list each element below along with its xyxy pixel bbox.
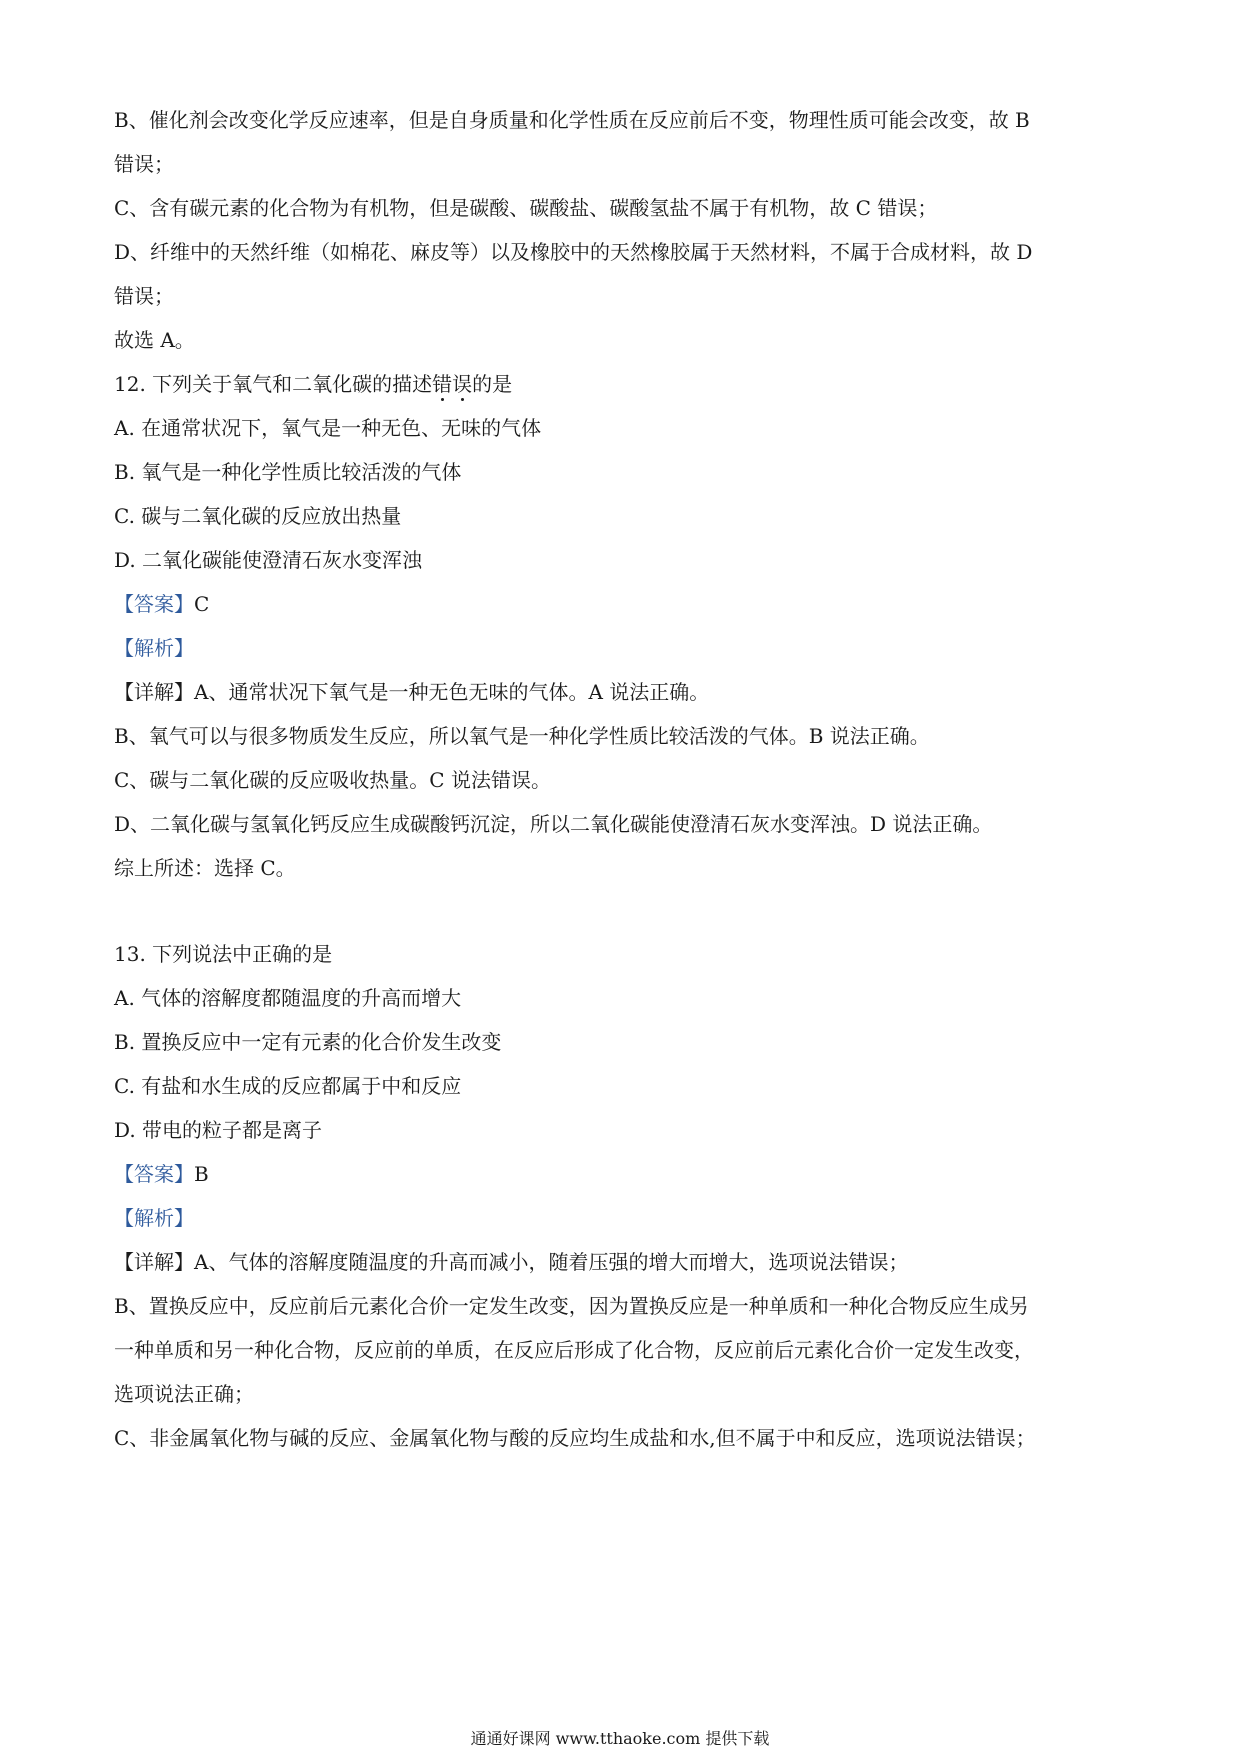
q13-answer-value: B bbox=[194, 1162, 209, 1186]
q12-detail-line-3: C、碳与二氧化碳的反应吸收热量。C 说法错误。 bbox=[114, 768, 551, 792]
q12-option-b: B. 氧气是一种化学性质比较活泼的气体 bbox=[114, 460, 462, 484]
prev-explanation-b-line2: 错误； bbox=[114, 152, 174, 176]
q12-detail-line-1 bbox=[114, 678, 1134, 706]
q12-emphasis-char-2: 误 bbox=[452, 372, 473, 396]
q12-stem-after: 的是 bbox=[472, 372, 513, 396]
q12-option-c: C. 碳与二氧化碳的反应放出热量 bbox=[114, 504, 402, 528]
q13-option-b: B. 置换反应中一定有元素的化合价发生改变 bbox=[114, 1030, 502, 1054]
prev-explanation-d-line2: 错误； bbox=[114, 284, 174, 308]
q13-detail-text-1: A、气体的溶解度随温度的升高而减小，随着压强的增大而增大，选项说法错误； bbox=[194, 1250, 909, 1274]
q13-analysis bbox=[114, 1204, 1134, 1232]
q12-option-a: A. 在通常状况下，氧气是一种无色、无味的气体 bbox=[114, 416, 542, 440]
q13-detail-line-2: B、置换反应中，反应前后元素化合价一定发生改变，因为置换反应是一种单质和一种化合物反应生成另 bbox=[114, 1294, 1029, 1318]
q12-stem bbox=[114, 370, 1134, 398]
q12-answer-tag: 【答案】 bbox=[114, 592, 194, 616]
page-footer: 通通好课网 www.tthaoke.com 提供下载 bbox=[470, 1729, 770, 1748]
prev-explanation-c-line: C、含有碳元素的化合物为有机物，但是碳酸、碳酸盐、碳酸氢盐不属于有机物，故 C 错误； bbox=[114, 196, 938, 220]
q13-stem: 13. 下列说法中正确的是 bbox=[114, 942, 333, 966]
q13-answer bbox=[114, 1160, 1134, 1188]
q12-answer bbox=[114, 590, 1134, 618]
q12-analysis-tag: 【解析】 bbox=[114, 636, 194, 660]
q12-analysis bbox=[114, 634, 1134, 662]
q13-analysis-tag: 【解析】 bbox=[114, 1206, 194, 1230]
q12-detail-text-1: A、通常状况下氧气是一种无色无味的气体。A 说法正确。 bbox=[194, 680, 710, 704]
q12-stem-before: 12. 下列关于氧气和二氧化碳的描述 bbox=[114, 372, 433, 396]
q12-summary: 综上所述：选择 C。 bbox=[114, 856, 296, 880]
q13-option-c: C. 有盐和水生成的反应都属于中和反应 bbox=[114, 1074, 462, 1098]
q12-detail-tag: 【详解】 bbox=[114, 680, 194, 704]
q13-option-a: A. 气体的溶解度都随温度的升高而增大 bbox=[114, 986, 462, 1010]
q12-emphasis-char-1: 错 bbox=[432, 372, 453, 396]
q12-detail-line-2: B、氧气可以与很多物质发生反应，所以氧气是一种化学性质比较活泼的气体。B 说法正确。 bbox=[114, 724, 930, 748]
q13-detail-line-3: 一种单质和另一种化合物，反应前的单质，在反应后形成了化合物，反应前后元素化合价一定发生改变， bbox=[114, 1338, 1034, 1362]
q13-detail-line-5: C、非金属氧化物与碱的反应、金属氧化物与酸的反应均生成盐和水,但不属于中和反应，选项说法错误； bbox=[114, 1426, 1036, 1450]
q13-detail-tag: 【详解】 bbox=[114, 1250, 194, 1274]
prev-explanation-b-line1: B、催化剂会改变化学反应速率，但是自身质量和化学性质在反应前后不变，物理性质可能会改变，故 B bbox=[114, 108, 1030, 132]
q13-detail-line-1 bbox=[114, 1248, 1134, 1276]
q13-answer-tag: 【答案】 bbox=[114, 1162, 194, 1186]
prev-conclusion: 故选 A。 bbox=[114, 328, 195, 352]
q12-answer-value: C bbox=[194, 592, 210, 616]
q12-option-d: D. 二氧化碳能使澄清石灰水变浑浊 bbox=[114, 548, 423, 572]
prev-explanation-d-line1: D、纤维中的天然纤维（如棉花、麻皮等）以及橡胶中的天然橡胶属于天然材料，不属于合成材料，故 D bbox=[114, 240, 1033, 264]
q13-detail-line-4: 选项说法正确； bbox=[114, 1382, 254, 1406]
q13-option-d: D. 带电的粒子都是离子 bbox=[114, 1118, 323, 1142]
q12-detail-line-4: D、二氧化碳与氢氧化钙反应生成碳酸钙沉淀，所以二氧化碳能使澄清石灰水变浑浊。D 说法正确。 bbox=[114, 812, 993, 836]
